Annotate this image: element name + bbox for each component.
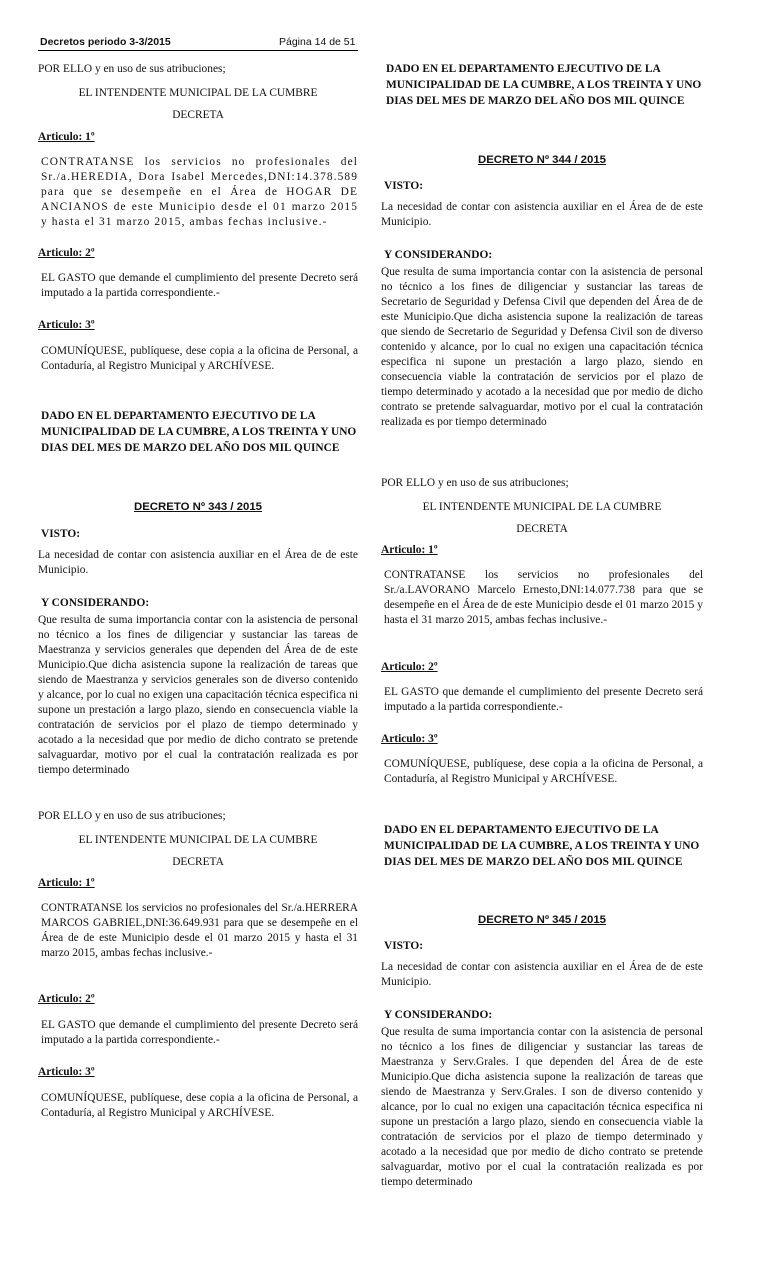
article-3-text: COMUNÍQUESE, publíquese, dese copia a la oficina de Personal, a Contaduría, al Registro Municipal y ARCHÍVESE.: [384, 758, 703, 785]
considerando-text: Que resulta de suma importancia contar con la asistencia de personal no técnico a los fines de diligenciar y sustanciar las tareas de Secretario de Seguridad y Defensa Civil que dependen del Área de de este Municipio.Que dicha asistencia supone la realización de tareas que siendo de Secretario de Seguridad y Defensa Civil son de diverso contenido y alcance, por lo cual no exigen una capacitación técnica especifica ni supone un prestación a largo plazo, siendo en consecuencia viable la contratación de servicios por el plazo de tiempo determinado y acotado a la necesidad que por medio de dicho contrato se pretende salvaguardar, motivo por el cual la contratación realizada es por tiempo determinado: [381, 266, 703, 428]
considerando-heading: Y CONSIDERANDO:: [384, 249, 493, 261]
decreta-heading: DECRETA: [172, 109, 224, 121]
article-1-label: Articulo: 1º: [381, 544, 438, 556]
article-3-text: COMUNÍQUESE, publíquese, dese copia a la oficina de Personal, a Contaduría, al Registro Municipal y ARCHÍVESE.: [41, 345, 358, 372]
article-2-text: EL GASTO que demande el cumplimiento del presente Decreto será imputado a la partida correspondiente.-: [384, 686, 703, 713]
considerando-text: Que resulta de suma importancia contar con la asistencia de personal no técnico a los fines de diligenciar y sustanciar las tareas de Maestranza y servicios generales que dependen del Área de de este Municipio.Que dicha asistencia supone la realización de tareas que siendo de Maestranza y servicios generales son de diverso contenido y alcance, por lo cual no exigen una capacitación técnica especifica ni supone un prestación a largo plazo, siendo en consecuencia viable la contratación de servicios por el plazo de tiempo determinado y acotado a la necesidad que por medio de dicho contrato se pretende salvaguardar, motivo por el cual la contratación realizada es por tiempo determinado: [38, 614, 358, 776]
header-document-title: Decretos periodo 3-3/2015: [40, 36, 171, 48]
visto-heading: VISTO:: [384, 180, 424, 192]
header-page-number: Página 14 de 51: [279, 36, 356, 48]
article-2-label: Articulo: 2º: [38, 247, 95, 259]
dado-en-paragraph: DADO EN EL DEPARTAMENTO EJECUTIVO DE LA MUNICIPALIDAD DE LA CUMBRE, A LOS TREINTA Y UNO DIAS DEL MES DE MARZO DEL AÑO DOS MIL QUINCE: [386, 63, 702, 107]
por-ello-text: POR ELLO y en uso de sus atribuciones;: [38, 810, 226, 822]
article-3-label: Articulo: 3º: [38, 319, 95, 331]
article-1-text: CONTRATANSE los servicios no profesionales del Sr./a.LAVORANO Marcelo Ernesto,DNI:14.077.738 para que se desempeñe en el Área de de este Municipio desde el 01 marzo 2015 y hasta el 31 marzo 2015, ambas fechas inclusive.-: [384, 569, 703, 626]
article-2-text: EL GASTO que demande el cumplimiento del presente Decreto será imputado a la partida correspondiente.-: [41, 272, 358, 299]
article-1-label: Articulo: 1º: [38, 877, 95, 889]
article-1-text: CONTRATANSE los servicios no profesionales del Sr./a.HEREDIA, Dora Isabel Mercedes,DNI:14.378.589 para que se desempeñe en el Área de HOGAR DE ANCIANOS de este Municipio desde el 01 marzo 2015 y hasta el 31 marzo 2015, ambas fechas inclusive.-: [41, 156, 358, 228]
visto-text: La necesidad de contar con asistencia auxiliar en el Área de de este Municipio.: [38, 549, 358, 576]
article-1-label: Articulo: 1º: [38, 131, 95, 143]
dado-en-paragraph: DADO EN EL DEPARTAMENTO EJECUTIVO DE LA MUNICIPALIDAD DE LA CUMBRE, A LOS TREINTA Y UNO DIAS DEL MES DE MARZO DEL AÑO DOS MIL QUINCE: [41, 410, 357, 454]
article-2-label: Articulo: 2º: [381, 661, 438, 673]
decreta-heading: DECRETA: [516, 523, 568, 535]
article-3-label: Articulo: 3º: [381, 733, 438, 745]
intendente-heading: EL INTENDENTE MUNICIPAL DE LA CUMBRE: [78, 87, 318, 99]
por-ello-text: POR ELLO y en uso de sus atribuciones;: [38, 63, 226, 75]
considerando-heading: Y CONSIDERANDO:: [41, 597, 150, 609]
dado-en-paragraph: DADO EN EL DEPARTAMENTO EJECUTIVO DE LA MUNICIPALIDAD DE LA CUMBRE, A LOS TREINTA Y UNO DIAS DEL MES DE MARZO DEL AÑO DOS MIL QUINCE: [384, 824, 700, 868]
decree-345-title: DECRETO Nº 345 / 2015: [477, 914, 607, 926]
visto-heading: VISTO:: [384, 940, 424, 952]
decree-344-title: DECRETO Nº 344 / 2015: [477, 154, 607, 166]
considerando-heading: Y CONSIDERANDO:: [384, 1009, 493, 1021]
visto-heading: VISTO:: [41, 528, 81, 540]
visto-text: La necesidad de contar con asistencia auxiliar en el Área de de este Municipio.: [381, 201, 703, 228]
intendente-heading: EL INTENDENTE MUNICIPAL DE LA CUMBRE: [78, 834, 318, 846]
decreta-heading: DECRETA: [172, 856, 224, 868]
decree-343-title: DECRETO Nº 343 / 2015: [133, 501, 263, 513]
article-2-text: EL GASTO que demande el cumplimiento del presente Decreto será imputado a la partida correspondiente.-: [41, 1019, 358, 1046]
por-ello-text: POR ELLO y en uso de sus atribuciones;: [381, 477, 569, 489]
article-3-label: Articulo: 3º: [38, 1066, 95, 1078]
intendente-heading: EL INTENDENTE MUNICIPAL DE LA CUMBRE: [422, 501, 662, 513]
considerando-text: Que resulta de suma importancia contar con la asistencia de personal no técnico a los fines de diligenciar y sustanciar las tareas de Maestranza y Serv.Grales. I que dependen del Área de de este Municipio.Que dicha asistencia supone la realización de tareas que siendo de Maestranza y Serv.Grales. I son de diverso contenido y alcance, por lo cual no exigen una capacitación técnica especifica ni supone un prestación a largo plazo, siendo en consecuencia viable la contratación de servicios por el plazo de tiempo determinado y acotado a la necesidad que por medio de dicho contrato se pretende salvaguardar, motivo por el cual la contratación realizada es por tiempo determinado: [381, 1026, 703, 1188]
article-1-text: CONTRATANSE los servicios no profesionales del Sr./a.HERRERA MARCOS GABRIEL,DNI:36.649.931 para que se desempeñe en el Área de de este Municipio desde el 01 marzo 2015 y hasta el 31 marzo 2015, ambas fechas inclusive.-: [41, 902, 358, 959]
visto-text: La necesidad de contar con asistencia auxiliar en el Área de de este Municipio.: [381, 961, 703, 988]
article-3-text: COMUNÍQUESE, publíquese, dese copia a la oficina de Personal, a Contaduría, al Registro Municipal y ARCHÍVESE.: [41, 1092, 358, 1119]
article-2-label: Articulo: 2º: [38, 993, 95, 1005]
page-header: [38, 36, 358, 51]
